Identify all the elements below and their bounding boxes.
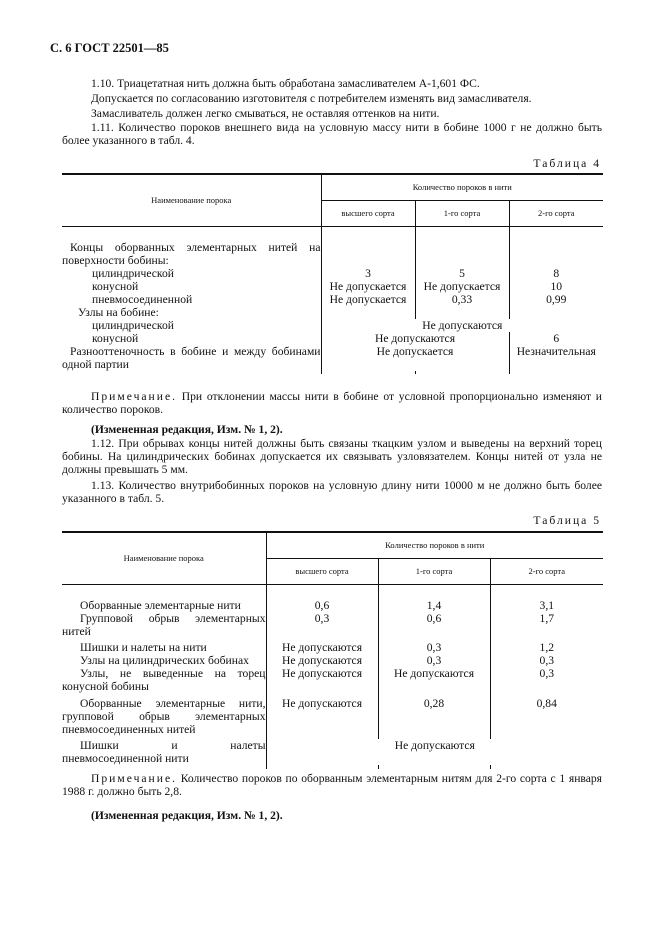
- table-5-cell: 1,7: [490, 612, 603, 641]
- table-4-row-knots-cylindrical: цилиндрической: [92, 318, 174, 332]
- paragraph-additive-change: Допускается по согласованию изготовителя с потребителем изменять вид замасливателя.: [91, 92, 532, 105]
- table-5-row-knots-not-led: Узлы, не выведенные на торец конусной бобины: [62, 666, 266, 693]
- table-4-cell-merged: Не допускаются: [321, 319, 603, 332]
- table-5-cell: 0,3: [490, 654, 603, 667]
- table-5-row-broken-filaments: Оборванные элементарные нити: [80, 598, 241, 612]
- table-5-cell: 1,2: [490, 641, 603, 654]
- table-5-cell: Не допускаются: [266, 641, 378, 654]
- table-4-row-knots: Узлы на бобине:: [78, 305, 159, 319]
- table-5-cell: 1,4: [378, 599, 490, 612]
- table-5-cell: Не допускаются: [266, 654, 378, 667]
- paragraph-text: При обрывах концы нитей должны быть связаны ткацким узлом и выведены на верхний торец бобины. На цилиндрических бобинах допускается их связывать узловязателем. Концы нитей от узла не должны превышать 5 мм.: [62, 437, 602, 476]
- table-5-head-grade-second: 2-го сорта: [490, 558, 603, 584]
- table-5-row-lumps-pneumo: Шишки и налеты пневмосоединенной нити: [62, 738, 266, 765]
- table-5-head-grade-highest: высшего сорта: [266, 558, 378, 584]
- table-5-cell: 0,3: [490, 667, 603, 697]
- table-5-row-knots-cylindrical: Узлы на цилиндрических бобинах: [80, 653, 249, 667]
- table-5-cell: 0,6: [266, 599, 378, 612]
- table-4: [62, 173, 603, 374]
- table-4-cell-merged: Не допускаются: [321, 332, 509, 345]
- table-5-cell: 0,84: [490, 697, 603, 739]
- paragraph-1-12: [62, 437, 602, 476]
- table-4-cell: 10: [509, 280, 603, 293]
- table-4-cell: 0,33: [415, 293, 509, 306]
- table-5-cell: 0,28: [378, 697, 490, 739]
- table-4-row-shade-variance: Разнооттеночность в бобине и между бобинами одной партии: [62, 344, 321, 371]
- note-table-4: [62, 390, 602, 416]
- table-4-cell-merged: Не допускается: [321, 345, 509, 371]
- note-table-5: [62, 772, 602, 798]
- table-4-row-broken-ends: Концы оборванных элементарных нитей на поверхности бобины:: [62, 240, 321, 267]
- amendment-note-2: (Измененная редакция, Изм. № 1, 2).: [91, 809, 283, 822]
- paragraph-1-10: 1.10. Триацетатная нить должна быть обработана замасливателем А-1,601 ФС.: [91, 77, 480, 90]
- table-5-cell: Не допускаются: [378, 667, 490, 697]
- table-5-cell: 0,3: [378, 654, 490, 667]
- table-5-cell: 0,6: [378, 612, 490, 641]
- table-5-cell: 0,3: [266, 612, 378, 641]
- table-5-row-lumps: Шишки и налеты на нити: [80, 640, 207, 654]
- table-5-head-grade-first: 1-го сорта: [378, 558, 490, 584]
- table-5-cell-merged: Не допускаются: [266, 739, 603, 765]
- table-5-head-group: Количество пороков в нити: [266, 532, 603, 558]
- amendment-note-1: (Измененная редакция, Изм. № 1, 2).: [91, 423, 283, 436]
- table-5-cell: 3,1: [490, 599, 603, 612]
- note-label: Примечание.: [91, 772, 177, 785]
- table-4-row-knots-conical: конусной: [92, 331, 139, 345]
- table-5-cell: 0,3: [378, 641, 490, 654]
- table-4-cell: Незначительная: [509, 345, 603, 371]
- table-4-row-cylindrical: цилиндрической: [92, 266, 174, 280]
- table-5-head-name: Наименование порока: [62, 532, 266, 584]
- table-5-row-broken-pneumo: Оборванные элементарные нити, групповой обрыв элементарных пневмосоединенных нитей: [62, 696, 266, 736]
- table-4-cell: 0,99: [509, 293, 603, 306]
- table-4-head-grade-first: 1-го сорта: [415, 200, 509, 226]
- table-5-cell: Не допускаются: [266, 697, 378, 739]
- table-4-row-pneumo: пневмосоединенной: [92, 292, 193, 306]
- table-5-cell: Не допускаются: [266, 667, 378, 697]
- paragraph-1-11: 1.11. Количество пороков внешнего вида на условную массу нити в бобине 1000 г не должно быть более указанного в табл. 4.: [62, 121, 602, 147]
- note-label: Примечание.: [91, 390, 177, 403]
- page-header: С. 6 ГОСТ 22501—85: [50, 41, 169, 55]
- paragraph-number: 1.12.: [91, 437, 115, 450]
- table-4-head-name: Наименование порока: [62, 174, 321, 226]
- table-4-cell: Не допускается: [321, 280, 415, 293]
- table-4-head-group: Количество пороков в нити: [321, 174, 603, 200]
- table-4-cell: Не допускается: [415, 280, 509, 293]
- table-5-row-group-break: Групповой обрыв элементарных нитей: [62, 611, 266, 638]
- table-4-head-grade-highest: высшего сорта: [321, 200, 415, 226]
- paragraph-additive-wash: Замасливатель должен легко смываться, не оставляя оттенков на нити.: [91, 107, 440, 120]
- table-4-cell: 8: [509, 267, 603, 280]
- table-5-caption: Таблица 5: [533, 514, 601, 527]
- table-4-caption: Таблица 4: [533, 157, 601, 170]
- table-5: [62, 531, 603, 769]
- table-4-row-conical: конусной: [92, 279, 139, 293]
- note-text: При отклонении массы нити в бобине от условной пропорционально изменяют и количество пороков.: [62, 390, 603, 416]
- table-4-cell: Не допускается: [321, 293, 415, 306]
- table-4-cell: 6: [509, 332, 603, 345]
- table-4-head-grade-second: 2-го сорта: [509, 200, 603, 226]
- table-4-cell: 5: [415, 267, 509, 280]
- paragraph-1-13: 1.13. Количество внутрибобинных пороков на условную длину нити 10000 м не должно быть более указанного в табл. 5.: [62, 479, 602, 505]
- table-4-cell: 3: [321, 267, 415, 280]
- note-text: Количество пороков по оборванным элементарным нитям для 2-го сорта с 1 января 1988 г. должно быть 2,8.: [62, 772, 603, 798]
